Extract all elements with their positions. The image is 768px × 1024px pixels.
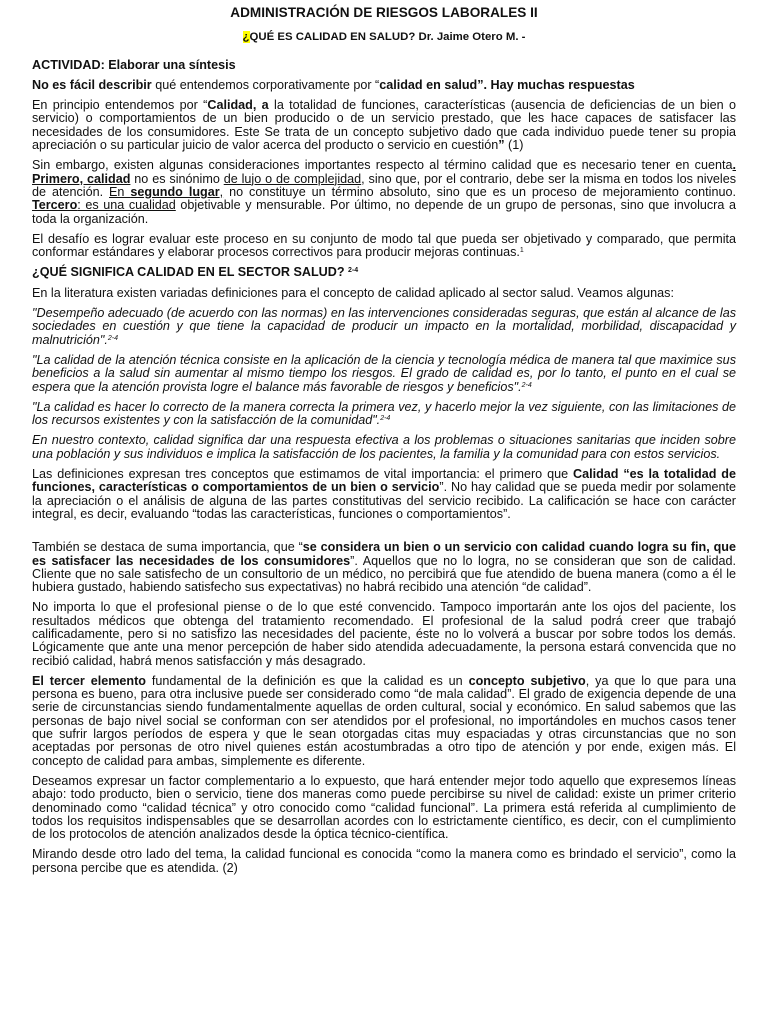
paragraph-challenge xyxy=(32,233,736,260)
text-bold: se considera un bien o un servicio con calidad cuando logra su fin, que es satisfacer las necesidades de los consumidores xyxy=(32,540,737,568)
section-heading xyxy=(32,266,736,279)
footnote-ref: 2-4 xyxy=(107,334,118,342)
quote-2 xyxy=(32,354,736,394)
text: Las definiciones expresan tres conceptos que estimamos de vital importancia: el primero que xyxy=(32,467,573,482)
text-bold-underline: Tercero xyxy=(32,198,78,213)
paragraph-third-element xyxy=(32,675,736,768)
paragraph-literature: En la literatura existen variadas definiciones para el concepto de calidad aplicado al sector salud. Veamos algunas: xyxy=(32,285,674,300)
text: En principio entendemos por “ xyxy=(32,98,208,113)
footnote-ref: 2-4 xyxy=(348,267,359,275)
paragraph-importance xyxy=(32,541,736,594)
text: También se destaca de suma importancia, que “ xyxy=(32,540,303,555)
document-title: ADMINISTRACIÓN DE RIESGOS LABORALES II xyxy=(230,5,538,20)
footnote-ref: 1 xyxy=(519,247,524,255)
paragraph-three-concepts xyxy=(32,468,736,521)
quote-text: En nuestro contexto, calidad significa dar una respuesta efectiva a los problemas o situaciones sanitarias que inciden sobre una población y sus individuos e implica la satisfacción de los pacientes, la familia y la comunidad para con estos servicios. xyxy=(32,433,736,461)
footnote-ref: 2-4 xyxy=(521,381,532,389)
paragraph-complementary: Deseamos expresar un factor complementario a lo expuesto, que hará entender mejor todo aquello que expresemos líneas abajo: todo producto, bien o servicio, tiene dos maneras como puede percibirse su nivel de calidad: existe un primer criterio denominado como “calidad técnica” y otro conocido como “calidad funcional”. La primera está referida al cumplimiento de todos los requisitos indispensables que se desarrollan acordes con lo estrictamente científico, es decir, con el cumplimiento de los protocolos de atención analizados desde la óptica técnico-científica. xyxy=(32,773,736,842)
paragraph-considerations xyxy=(32,159,736,225)
text-bold: calidad en salud”. Hay muchas respuestas xyxy=(379,77,635,92)
text: la totalidad de funciones, características (ausencia de deficiencias de un bien o servicio) o comportamientos de un bien producido o de un servicio prestado, que les hace capaces de satisfacer las necesidades de los consumidores. Este Se trata de un concepto subjetivo dado que cada individuo puede tener su propia apreciación o su particular juicio de valor acerca del producto o servicio en cuestión xyxy=(32,98,736,153)
text: Sin embargo, existen algunas consideraciones importantes respecto al término calidad que es necesario tener en cuenta xyxy=(32,158,733,173)
subtitle-text: QUÉ ES CALIDAD EN SALUD? Dr. Jaime Otero M. - xyxy=(249,31,526,44)
paragraph-professional: No importa lo que el profesional piense o de lo que esté convencido. Tampoco importarán ante los ojos del paciente, los resultados médicos que obtenga del tratamiento recomendado. El profesional de la salud podrá creer que trabajó calificadamente, pero si no satisfizo las necesidades del paciente, éste no lo volverá a buscar por sobre todos los demás. Lógicamente que ante una menor percepción de haber sido atendida adecuadamente, la persona estará convencida que no recibió calidad, habrá menos satisfacción y más desagrado. xyxy=(32,600,736,668)
document-subtitle xyxy=(32,31,736,44)
text-bold-underline: . Primero, calidad xyxy=(32,158,736,186)
text: no es sinónimo xyxy=(130,171,224,186)
quote-3 xyxy=(32,401,736,428)
text-bold: El tercer elemento xyxy=(32,673,146,688)
activity-heading: ACTIVIDAD: Elaborar una síntesis xyxy=(32,57,236,72)
text-bold: Calidad, a xyxy=(207,98,269,113)
text-bold: ” xyxy=(498,138,505,153)
quote-4 xyxy=(32,434,736,461)
text-underline: de lujo o de complejidad xyxy=(223,171,362,186)
text-underline: : es una cualidad xyxy=(77,198,176,213)
quote-1 xyxy=(32,307,736,347)
text-bold: Calidad “es la totalidad de funciones, características o comportamientos de un bien o servicio xyxy=(32,467,736,495)
quote-text: "La calidad de la atención técnica consiste en la aplicación de la ciencia y tecnología médica de manera tal que maximice sus beneficios a la salud sin aumentar al mismo tiempo los riesgos. El grado de calidad es, por lo tanto, el punto en el cual se espera que la atención provista logre el balance más favorable de riesgos y beneficios". xyxy=(32,352,736,394)
paragraph-functional: Mirando desde otro lado del tema, la calidad funcional es conocida “como la manera como es brindado el servicio”, como la persona percibe que es atendida. (2) xyxy=(32,847,736,875)
text: (1) xyxy=(504,138,524,153)
text-bold-underline: segundo lugar xyxy=(130,184,220,199)
text: qué entendemos corporativamente por “ xyxy=(151,77,380,92)
text: objetivable y mensurable. Por último, no depende de un grupo de personas, sino que involucra a toda la organización. xyxy=(32,198,736,226)
text: El desafío es lograr evaluar este proceso en su conjunto de modo tal que pueda ser objetivado y comparado, que permita conformar estándares y elaborar procesos correctivos para producir mejoras continuas. xyxy=(32,231,736,260)
section-heading-text: ¿QUÉ SIGNIFICA CALIDAD EN EL SECTOR SALUD? xyxy=(32,265,349,280)
quote-text: "La calidad es hacer lo correcto de la manera correcta la primera vez, y hacerlo mejor la vez siguiente, con las limitaciones de los recursos existentes y con la satisfacción de la comunidad". xyxy=(32,399,736,428)
text-underline: En xyxy=(109,184,131,199)
text: , sino que, por el contrario, debe ser la misma en todos los niveles de atención. xyxy=(32,171,736,199)
text: ”. Aquellos que no lo logra, no se consideran que son de calidad. Cliente que no sale satisfecho de un consultorio de un médico, no percibirá que fue atendido de buena manera (como a él le hubiera gustado, habiendo satisfecho sus expectativas) no habrá recibido una atención “de calidad”. xyxy=(32,553,736,595)
highlighted-question-mark: ¿ xyxy=(242,31,250,44)
text: no constituye un término absoluto, sino que es un proceso de mejoramiento continuo. xyxy=(223,184,736,199)
text-bold: concepto subjetivo xyxy=(468,673,586,688)
text-bold: No es fácil describir xyxy=(32,77,152,92)
text: , ya que lo que para una persona es bueno, para otra inclusive puede ser considerado como “de mala calidad”. El grado de exigencia depende de una serie de circunstancias siendo fundamentalmente aquellas de orden cultural, social y económico. En salud sabemos que las personas de bajo nivel social se conforman con ser atendidos por el profesional, no importándoles en muchos casos tener que sufrir largos períodos de espera y que le sean otorgadas citas muy espaciadas y otras circunstancias que no son aceptadas por personas de otro nivel quienes están acostumbradas a otro tipo de atención y por ende, exigen más. El concepto de calidad para ambas, simplemente es diferente. xyxy=(32,673,736,768)
quote-text: "Desempeño adecuado (de acuerdo con las normas) en las intervenciones consideradas seguras, que están al alcance de las sociedades en cuestión y que tiene la capacidad de producir un impacto en la mortalidad, morbilidad, discapacidad y malnutrición". xyxy=(32,306,736,347)
paragraph-intro xyxy=(32,79,736,92)
footnote-ref: 2-4 xyxy=(380,415,391,423)
text: ”. No hay calidad que se pueda medir por solamente la apreciación o el análisis de alguna de las partes constitutivas del servicio recibido. La calificación se hace con carácter integral, es decir, evaluando “todas las características, funciones o comportamientos”. xyxy=(32,480,736,521)
text-underline: , xyxy=(219,184,224,199)
text: fundamental de la definición es que la calidad es un xyxy=(146,673,469,688)
paragraph-definition xyxy=(32,99,736,152)
